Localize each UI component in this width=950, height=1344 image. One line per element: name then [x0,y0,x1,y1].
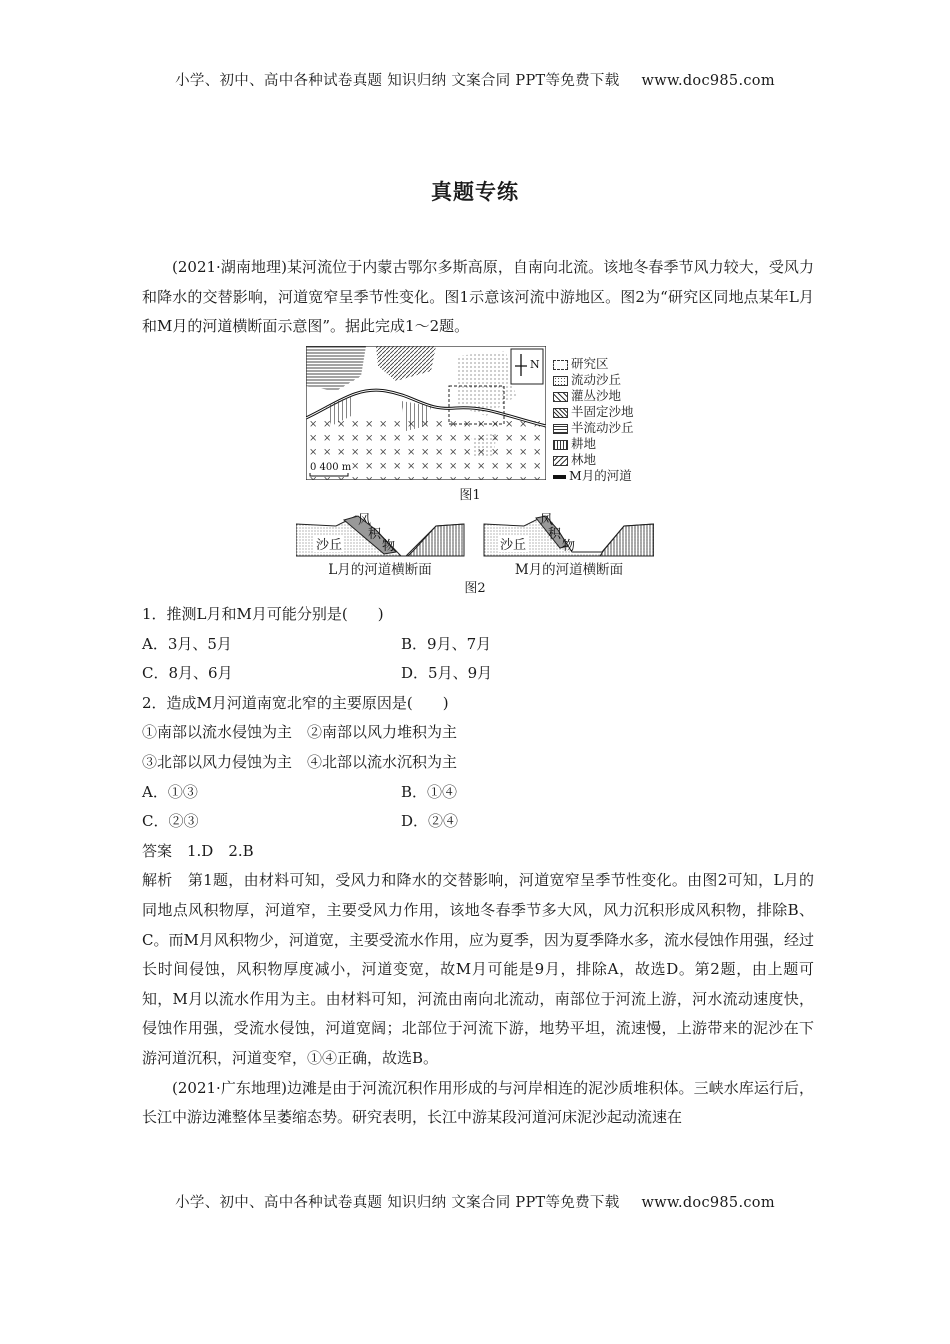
option-c[interactable]: C．②③ [142,812,199,831]
legend-label: 流动沙丘 [571,372,622,387]
wind-label: 风 [358,513,372,528]
legend-item [553,356,609,372]
wind-label: 积 [548,527,562,542]
question-1-stem: 1．推测L月和M月可能分别是( ) [142,605,384,623]
option-a[interactable]: A．3月、5月 [142,634,232,653]
legend-label: M月的河道 [569,468,632,483]
page-header [0,69,950,90]
cross-section-m [484,513,654,556]
legend-label: 耕地 [571,436,597,451]
question-2-statements-2: ③北部以风力侵蚀为主 ④北部以流水沉积为主 [142,752,458,771]
legend-label: 研究区 [571,356,609,371]
question-2-stem: 2．造成M月河道南宽北窄的主要原因是( ) [142,693,449,712]
question-1-options-row1 [142,630,814,660]
wind-label: 积 [368,527,382,542]
figure2-caption: 图2 [464,581,486,596]
header-text: 小学、初中、高中各种试卷真题 知识归纳 文案合同 PPT等免费下载 [175,73,620,89]
option-a[interactable]: A．①③ [142,782,198,801]
figure2-label-m: M月的河道横断面 [514,562,624,578]
legend-label: 半固定沙地 [571,404,634,419]
legend-item [553,388,621,404]
page-footer [0,1191,950,1212]
scale-bar-label: 0 400 m [310,462,352,473]
option-b[interactable]: B．9月、7月 [401,634,492,653]
legend-item [553,420,634,436]
legend-label: 林地 [571,452,597,467]
intro1-text: (2021·湖南地理)某河流位于内蒙古鄂尔多斯高原，自南向北流。该地冬春季节风力较大，受风力和降水的交替影响，河道宽窄呈季节性变化。图1示意该河流中游地区。图2为“研究区同地点某年L月和M月的河道横断面示意图”。据此完成1～2题。 [142,258,814,336]
intro-paragraph-1 [142,253,814,342]
wind-label: 物 [562,539,576,554]
sand-dune-label: 沙丘 [500,538,527,553]
legend-label: 半流动沙丘 [571,420,634,435]
wind-label: 物 [382,539,396,554]
answer-line: 答案 1.D 2.B [142,841,254,860]
analysis-paragraph: 解析 第1题，由材料可知，受风力和降水的交替影响，河道宽窄呈季节性变化。由图2可知，L月的同地点风积物厚，河道窄，主要受风力作用，该地冬春季节多大风，风力沉积形成风积物，排除B、C。而M月风积物少，河道宽，主要受流水作用，应为夏季，因为夏季降水多，流水侵蚀作用强，经过长时间侵蚀，风积物厚度减小，河道变宽，故M月可能是9月，排除A，故选D。第2题，由上题可知，M月以流水作用为主。由材料可知，河流由南向北流动，南部位于河流上游，河水流动速度快，侵蚀作用强，受流水侵蚀，河道宽阔；北部位于河流下游，地势平坦，流速慢，上游带来的泥沙在下游河道沉积，河道变窄，①④正确，故选B。 [142,871,814,1067]
questions-block [142,600,814,1133]
legend-item [553,468,632,484]
legend-label: 灌丛沙地 [571,388,622,403]
question-2-options-row2 [142,807,814,837]
option-b[interactable]: B．①④ [401,782,458,801]
page-title: 真题专练 [431,179,519,204]
legend-item [553,372,621,388]
question-2-options-row1 [142,778,814,808]
sand-dune-label: 沙丘 [316,538,343,553]
option-d[interactable]: D．5月、9月 [401,664,493,683]
north-label: N [530,358,540,371]
legend-item [553,436,596,452]
option-c[interactable]: C．8月、6月 [142,664,233,683]
header-url[interactable]: www.doc985.com [641,73,775,89]
figure2-label-l: L月的河道横断面 [328,562,432,578]
footer-text: 小学、初中、高中各种试卷真题 知识归纳 文案合同 PPT等免费下载 [175,1195,620,1211]
footer-url[interactable]: www.doc985.com [641,1195,775,1211]
question-1-options-row2 [142,659,814,689]
wind-label: 风 [540,513,554,528]
intro-paragraph-2: (2021·广东地理)边滩是由于河流沉积作用形成的与河岸相连的泥沙质堆积体。三峡水库运行后，长江中游边滩整体呈萎缩态势。研究表明，长江中游某段河道河床泥沙起动流速在 [142,1078,814,1127]
legend-item [553,404,634,420]
figure1-map [306,346,546,480]
legend-item [553,452,596,468]
figure1-caption: 图1 [459,488,481,503]
question-2-statements-1: ①南部以流水侵蚀为主 ②南部以风力堆积为主 [142,723,458,742]
option-d[interactable]: D．②④ [401,812,459,831]
cross-section-l [296,513,464,556]
